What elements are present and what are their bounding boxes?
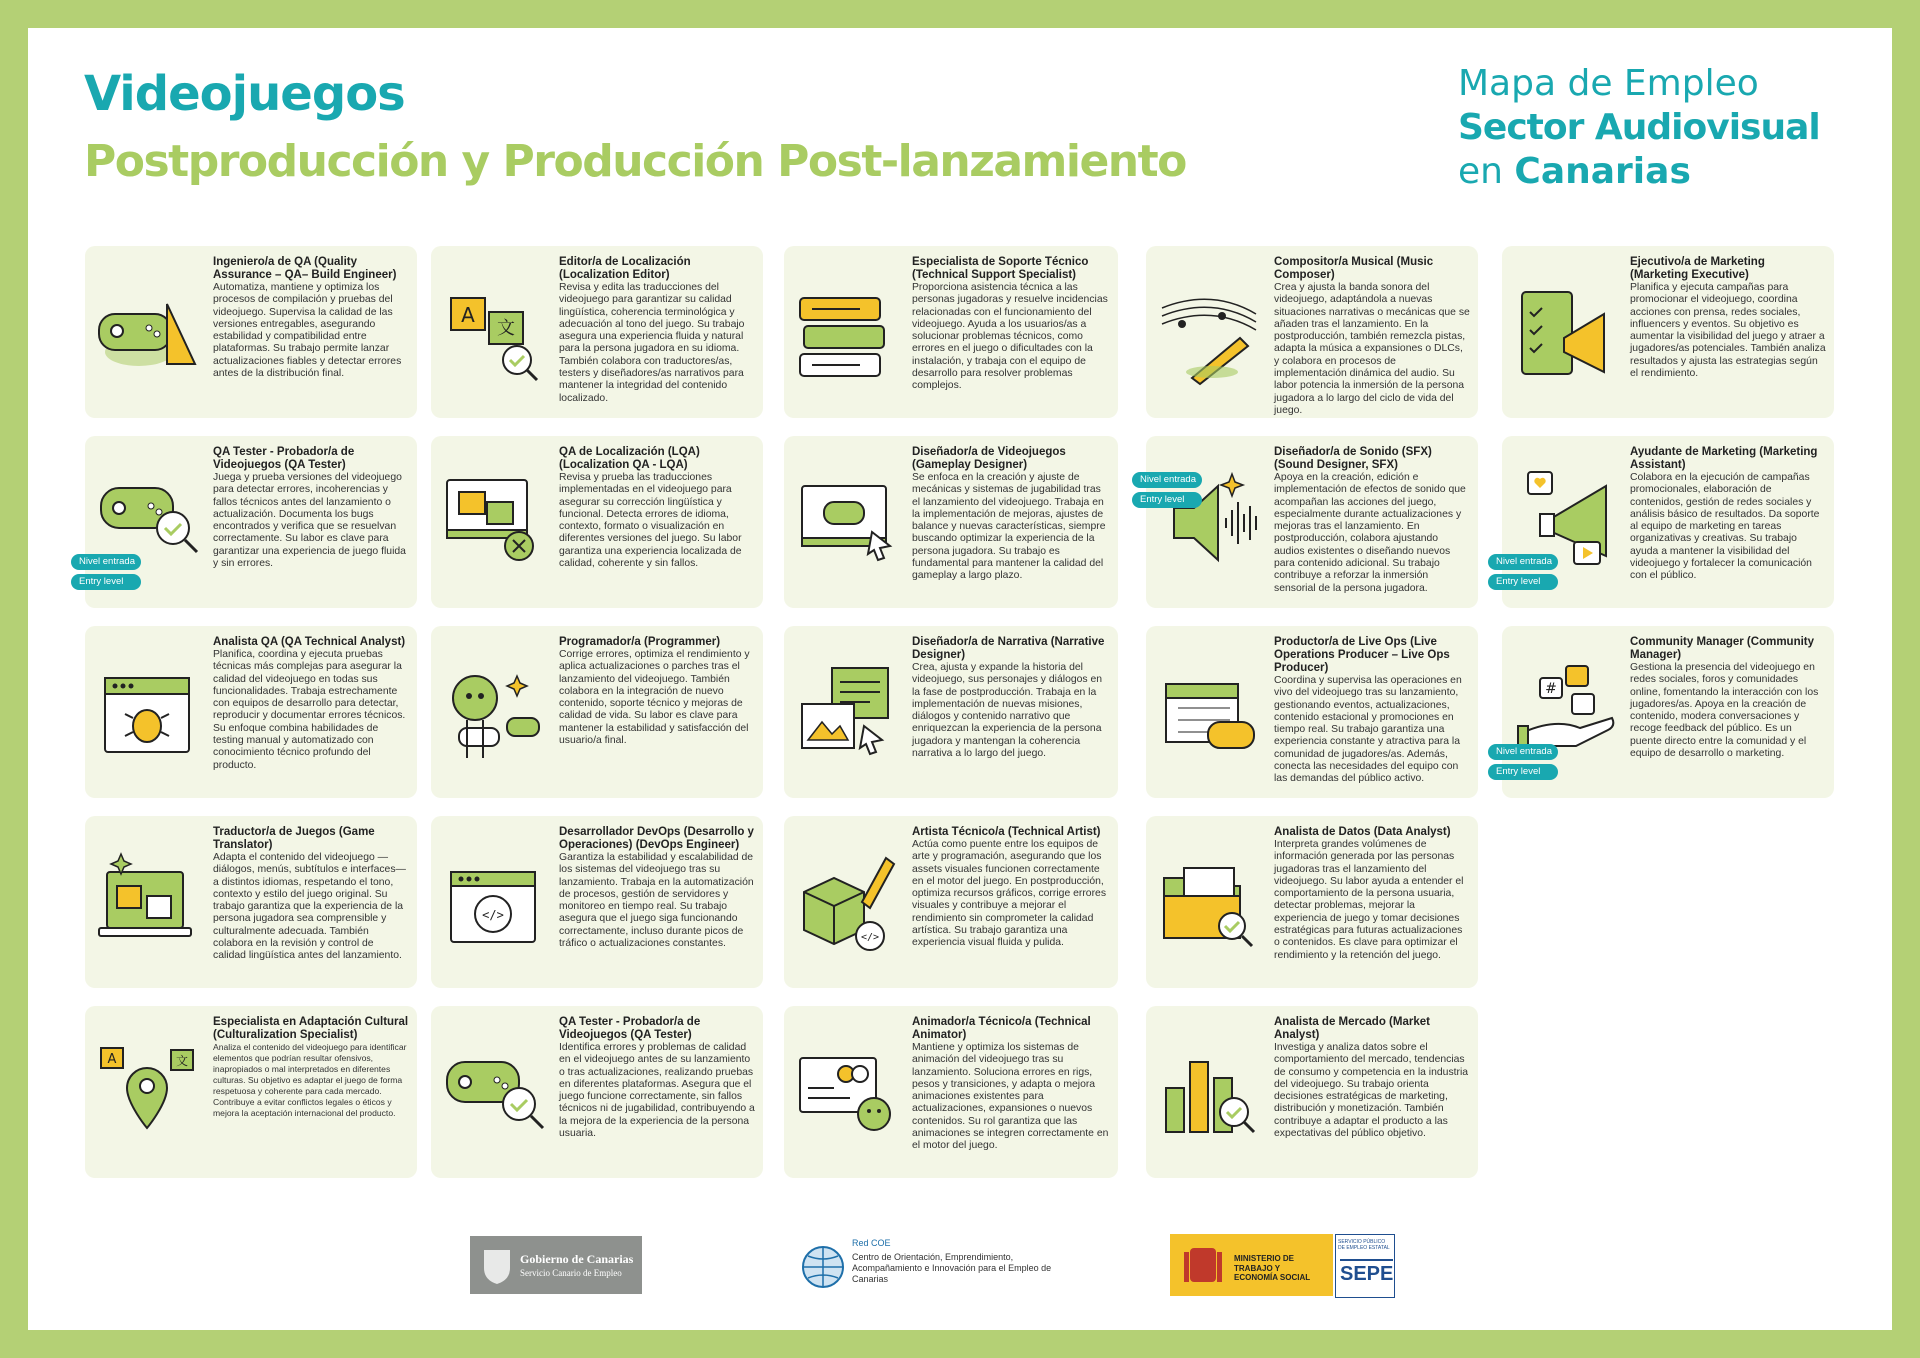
map-pin-translate-icon bbox=[91, 1028, 203, 1148]
card-description: Investiga y analiza datos sobre el comportamiento del mercado, tendencias de consumo y competencia en la industria del videojuego. Su trabajo orienta decisiones estratégicas de marketing, distribución y monetización. También contribuye a adaptar el producto a las expectativas del público objetivo. bbox=[1274, 1042, 1469, 1140]
card-text bbox=[912, 256, 1110, 393]
job-card-localization-qa bbox=[431, 436, 763, 608]
card-description: Coordina y supervisa las operaciones en vivo del videojuego tras su lanzamiento, gestionando eventos, actualizaciones, contenido estacional y promociones en tiempo real. Su trabajo garantiza una experiencia constante y atractiva para la comunidad de jugadores/as. Además, conecta las necesidades del equipo con las demandas del público activo. bbox=[1274, 675, 1462, 785]
card-text bbox=[213, 256, 409, 380]
card-title: Diseñador/a de Narrativa (Narrative Designer) bbox=[912, 636, 1105, 661]
red-coe-logo bbox=[790, 1238, 1050, 1298]
brand-line-3 bbox=[1458, 150, 1820, 194]
card-title: Community Manager (Community Manager) bbox=[1630, 636, 1815, 661]
card-text bbox=[213, 1016, 409, 1119]
card-description: Planifica, coordina y ejecuta pruebas técnicas más complejas para asegurar la calidad del videojuego en todas sus funcionalidades. Trabaja estrechamente con equipos de desarrollo para detectar, reproducir y documentar errores técnicos. Su enfoque combina habilidades de testing manual y automatizado con conocimiento técnico profundo del producto. bbox=[213, 649, 406, 771]
entry-level-badge-es: Nivel entrada bbox=[1488, 554, 1558, 570]
folder-magnifier-icon bbox=[1152, 838, 1264, 958]
card-description: Gestiona la presencia del videojuego en redes sociales, foros y comunidades online, fomentando la interacción con los jugadores/as. Apoya en la creación de contenido, modera conversaciones y recoge feedback del público. Es un puente directo entre la comunidad y el equipo de desarrollo o marketing. bbox=[1630, 662, 1819, 760]
card-text bbox=[213, 636, 409, 772]
checklist-megaphone-icon bbox=[1508, 268, 1620, 388]
gobierno-name: Gobierno de Canarias bbox=[520, 1252, 634, 1266]
card-text bbox=[1630, 636, 1826, 760]
sepe-wordmark: SEPE bbox=[1340, 1259, 1393, 1286]
card-title: Programador/a (Programmer) bbox=[559, 636, 721, 648]
svg-text:A: A bbox=[461, 303, 475, 327]
window-bug-icon bbox=[91, 648, 203, 768]
page-subtitle: Postproducción y Producción Post-lanzamiento bbox=[84, 136, 1186, 187]
card-description: Interpreta grandes volúmenes de información generada por las personas jugadoras tras el lanzamiento del videojuego. Su labor ayuda a entender el comportamiento de la persona usuaria, detectar problemas, mejorar la experiencia de juego y tomar decisiones estratégicas para futuras actualizaciones o contenidos. Es clave para optimizar el rendimiento y la retención del juego. bbox=[1274, 839, 1464, 961]
card-text bbox=[559, 446, 755, 570]
sepe-logo bbox=[1335, 1234, 1395, 1298]
gobierno-canarias-logo bbox=[470, 1236, 642, 1294]
job-card-technical-animator bbox=[784, 1006, 1118, 1178]
spain-coat-of-arms-icon bbox=[1180, 1242, 1226, 1288]
job-card-technical-support bbox=[784, 246, 1118, 418]
monitor-translate-icon bbox=[437, 458, 549, 578]
brand-line-3-bold: Canarias bbox=[1514, 151, 1691, 192]
bar-chart-magnifier-icon bbox=[1152, 1028, 1264, 1148]
card-description: Garantiza la estabilidad y escalabilidad de los sistemas del videojuego tras su lanzamiento. Trabaja en la automatización de procesos, gestión de servidores y monitoreo en tiempo real. Su trabajo asegura que el juego siga funcionando correctamente, incluso durante picos de tráfico o actualizaciones constantes. bbox=[559, 852, 754, 950]
card-text bbox=[1630, 446, 1826, 583]
svg-text:A: A bbox=[107, 1052, 117, 1067]
card-title: QA de Localización (LQA) (Localization QA - LQA) bbox=[559, 446, 700, 471]
job-card-culturalization-specialist bbox=[85, 1006, 417, 1178]
card-description: Colabora en la ejecución de campañas promocionales, elaboración de contenidos, gestión de redes sociales y análisis básico de resultados. Da soporte al equipo de marketing en tareas organizativas y creativas. Su trabajo ayuda a mantener la visibilidad del videojuego y fortalecer la comunicación con el público. bbox=[1630, 472, 1820, 582]
translate-magnifier-icon bbox=[437, 268, 549, 388]
card-description: Adapta el contenido del videojuego —diálogos, menús, subtítulos e interfaces— a distintos idiomas, respetando el tono, contexto y estilo del juego original. Su trabajo garantiza que la experiencia de la persona jugadora sea comprensible y culturalmente adecuada. También colabora en la revisión y control de calidad lingüística antes del lanzamiento. bbox=[213, 852, 406, 962]
gamepad-magnifier-icon bbox=[437, 1028, 549, 1148]
music-staff-pencil-icon bbox=[1152, 268, 1264, 388]
laptop-translate-icon bbox=[91, 838, 203, 958]
card-title: Editor/a de Localización (Localization Editor) bbox=[559, 256, 691, 281]
coe-label: Red COE bbox=[852, 1238, 891, 1248]
job-card-data-analyst bbox=[1146, 816, 1478, 988]
page-title: Videojuegos bbox=[84, 66, 405, 122]
card-text bbox=[213, 446, 409, 570]
card-title: QA Tester - Probador/a de Videojuegos (QA Tester) bbox=[213, 446, 355, 471]
card-description: Revisa y edita las traducciones del videojuego para garantizar su calidad lingüística, coherencia terminológica y adecuación al tono del juego. Su trabajo asegura una experiencia fluida y natural para la persona jugadora en su idioma. También colabora con traductores/as, testers y diseñadores/as narrativos para mantener la integridad del contenido localizado. bbox=[559, 282, 745, 404]
card-text bbox=[912, 636, 1110, 760]
job-card-programmer bbox=[431, 626, 763, 798]
cube-brush-code-icon bbox=[790, 838, 902, 958]
card-description: Crea, ajusta y expande la historia del videojuego, sus personajes y diálogos en la fase de postproducción. Trabaja en la implementación de nuevas misiones, diálogos y contenido narrativo que enriquezcan la experiencia de la persona jugadora y mantengan la coherencia narrativa a lo largo del juego. bbox=[912, 662, 1103, 760]
svg-text:文: 文 bbox=[497, 318, 515, 339]
entry-level-badge-es: Nivel entrada bbox=[1132, 472, 1202, 488]
entry-level-badge-es: Nivel entrada bbox=[71, 554, 141, 570]
card-title: Diseñador/a de Sonido (SFX) (Sound Designer, SFX) bbox=[1274, 446, 1432, 471]
job-card-narrative-designer bbox=[784, 626, 1118, 798]
job-card-community-manager bbox=[1496, 626, 1834, 798]
job-card-devops-engineer bbox=[431, 816, 763, 988]
card-text bbox=[1274, 256, 1470, 417]
globe-icon bbox=[800, 1244, 846, 1290]
board-character-icon bbox=[790, 1028, 902, 1148]
card-title: QA Tester - Probador/a de Videojuegos (QA Tester) bbox=[559, 1016, 701, 1041]
card-description: Actúa como puente entre los equipos de arte y programación, asegurando que los assets visuales funcionen correctamente en el motor del juego. En postproducción, optimiza recursos gráficos, corrige errores visuales y contribuye a mejorar el rendimiento sin comprometer la calidad artística. Su trabajo garantiza una experiencia visual fluida y pulida. bbox=[912, 839, 1107, 949]
card-text bbox=[1274, 446, 1470, 595]
gobierno-subtitle: Servicio Canario de Empleo bbox=[520, 1268, 622, 1278]
card-text bbox=[559, 1016, 755, 1140]
card-title: Desarrollador DevOps (Desarrollo y Operaciones) (DevOps Engineer) bbox=[559, 826, 754, 851]
poster bbox=[28, 28, 1892, 1330]
coat-of-arms-icon bbox=[480, 1246, 514, 1286]
job-card-market-analyst bbox=[1146, 1006, 1478, 1178]
entry-level-badge-en: Entry level bbox=[1488, 764, 1558, 780]
document-image-cursor-icon bbox=[790, 648, 902, 768]
coe-text: Centro de Orientación, Emprendimiento, Acompañamiento e Innovación para el Empleo de Canarias bbox=[852, 1252, 1052, 1284]
character-gamepad-icon bbox=[437, 648, 549, 768]
card-description: Corrige errores, optimiza el rendimiento y aplica actualizaciones o parches tras el lanzamiento del videojuego. También colabora en la integración de nuevo contenido, soporte técnico y mejoras de calidad de vida. Su labor es clave para mantener la estabilidad y satisfacción del usuario/a final. bbox=[559, 649, 750, 747]
job-card-qa-tester bbox=[79, 436, 417, 608]
card-title: Animador/a Técnico/a (Technical Animator) bbox=[912, 1016, 1091, 1041]
gamepad-ruler-icon bbox=[91, 268, 203, 388]
card-title: Especialista de Soporte Técnico (Technical Support Specialist) bbox=[912, 256, 1089, 281]
card-text bbox=[1630, 256, 1826, 380]
card-title: Especialista en Adaptación Cultural (Culturalization Specialist) bbox=[213, 1016, 409, 1041]
card-title: Analista QA (QA Technical Analyst) bbox=[213, 636, 406, 648]
job-card-technical-artist bbox=[784, 816, 1118, 988]
card-text bbox=[213, 826, 409, 963]
job-card-gameplay-designer bbox=[784, 436, 1118, 608]
card-description: Analiza el contenido del videojuego para identificar elementos que podrían resultar ofensivos, inapropiados o mal interpretados en diferentes culturas. Su objetivo es adaptar el juego de forma respetuosa y coherente para cada mercado. Contribuye a evitar conflictos legales o éticos y mejora la aceptación internacional del producto. bbox=[213, 1042, 407, 1118]
entry-level-badge-en: Entry level bbox=[71, 574, 141, 590]
card-description: Automatiza, mantiene y optimiza los procesos de compilación y pruebas del videojuego. Supervisa la calidad de las versiones entregables, asegurando estabilidad y compatibilidad entre plataformas. Su trabajo permite lanzar actualizaciones fiables y detectar errores antes de la distribución final. bbox=[213, 282, 402, 380]
card-title: Traductor/a de Juegos (Game Translator) bbox=[213, 826, 375, 851]
job-card-qa-tester-2 bbox=[431, 1006, 763, 1178]
card-text bbox=[559, 636, 755, 747]
card-description: Revisa y prueba las traducciones implementadas en el videojuego para asegurar su corrección lingüística y funcional. Detecta errores de idioma, contexto, formato o visualización en diferentes versiones del juego. Su labor garantiza una experiencia localizada de calidad, coherente y sin fallos. bbox=[559, 472, 742, 570]
card-text bbox=[559, 256, 755, 405]
ministerio-name: MINISTERIO DE TRABAJO Y ECONOMÍA SOCIAL bbox=[1234, 1254, 1311, 1282]
ministerio-logo bbox=[1170, 1234, 1333, 1296]
card-title: Productor/a de Live Ops (Live Operations Producer – Live Ops Producer) bbox=[1274, 636, 1450, 674]
svg-text:#: # bbox=[1545, 681, 1557, 697]
brand-block bbox=[1458, 62, 1820, 194]
card-text bbox=[1274, 1016, 1470, 1140]
brand-line-1: Mapa de Empleo bbox=[1458, 63, 1759, 104]
entry-level-badge-es: Nivel entrada bbox=[1488, 744, 1558, 760]
card-text bbox=[559, 826, 755, 950]
card-description: Identifica errores y problemas de calidad en el videojuego antes de su lanzamiento o tras actualizaciones, realizando pruebas en diferentes plataformas. Asegura que el juego funcione correctamente, sin fallos técnicos ni de jugabilidad, contribuyendo a la mejora de la experiencia de la persona usuaria. bbox=[559, 1042, 755, 1140]
monitor-gamepad-cursor-icon bbox=[790, 458, 902, 578]
window-code-cycle-icon bbox=[437, 838, 549, 958]
card-title: Compositor/a Musical (Music Composer) bbox=[1274, 256, 1434, 281]
card-title: Ingeniero/a de QA (Quality Assurance – QA– Build Engineer) bbox=[213, 256, 397, 281]
job-card-qa-technical-analyst bbox=[85, 626, 417, 798]
card-title: Ayudante de Marketing (Marketing Assistant) bbox=[1630, 446, 1818, 471]
card-title: Artista Técnico/a (Technical Artist) bbox=[912, 826, 1101, 838]
card-text bbox=[912, 826, 1110, 950]
card-description: Mantiene y optimiza los sistemas de animación del videojuego tras su lanzamiento. Soluciona errores en rigs, pesos y transiciones, y adapta o mejora animaciones existentes para actualizaciones, expansiones o nuevos contenidos. Su rol garantiza que las animaciones se integren correctamente en el motor del juego. bbox=[912, 1042, 1109, 1152]
entry-level-badge-en: Entry level bbox=[1488, 574, 1558, 590]
job-card-localization-editor bbox=[431, 246, 763, 418]
card-description: Crea y ajusta la banda sonora del videojuego, adaptándola a nuevas situaciones narrativas o mecánicas que se añaden tras el lanzamiento. En la postproducción, también remezcla pistas, adapta la música a expansiones o DLCs, y colabora en procesos de implementación dinámica del audio. Su labor potencia la inmersión de la persona jugadora a lo largo del ciclo de vida del juego. bbox=[1274, 282, 1470, 416]
job-card-marketing-assistant bbox=[1496, 436, 1834, 608]
sepe-subtitle: SERVICIO PÚBLICO DE EMPLEO ESTATAL bbox=[1338, 1239, 1390, 1251]
brand-line-2: Sector Audiovisual bbox=[1458, 107, 1820, 148]
card-title: Diseñador/a de Videojuegos (Gameplay Designer) bbox=[912, 446, 1066, 471]
card-title: Ejecutivo/a de Marketing (Marketing Executive) bbox=[1630, 256, 1765, 281]
card-description: Se enfoca en la creación y ajuste de mecánicas y sistemas de jugabilidad tras el lanzamiento del videojuego. Trabaja en la implementación de mejoras, ajustes de balance y nuevas características, siempre buscando optimizar la experiencia de la persona jugadora. Su trabajo es fundamental para mantener la calidad del gameplay a largo plazo. bbox=[912, 472, 1106, 582]
job-card-music-composer bbox=[1146, 246, 1478, 418]
brand-line-3-prefix: en bbox=[1458, 151, 1515, 192]
card-text bbox=[1274, 826, 1470, 962]
card-text bbox=[912, 446, 1110, 583]
card-title: Analista de Mercado (Market Analyst) bbox=[1274, 1016, 1430, 1041]
calendar-gamepad-icon bbox=[1152, 648, 1264, 768]
chat-bubbles-icon bbox=[790, 268, 902, 388]
card-description: Apoya en la creación, edición e implementación de efectos de sonido que acompañan las acciones del juego, especialmente durante actualizaciones y mejoras tras el lanzamiento. En postproducción, colabora ajustando audios existentes o diseñando nuevos para contenido adicional. Su trabajo contribuye a reforzar la inmersión sensorial de la persona jugadora. bbox=[1274, 472, 1466, 594]
card-description: Planifica y ejecuta campañas para promocionar el videojuego, coordina acciones con prensa, redes sociales, influencers y eventos. Su objetivo es aumentar la visibilidad del juego y atraer a jugadores/as potenciales. También analiza resultados y ajusta las estrategias según el rendimiento. bbox=[1630, 282, 1826, 380]
job-card-game-translator bbox=[85, 816, 417, 988]
card-text bbox=[912, 1016, 1110, 1153]
card-title: Analista de Datos (Data Analyst) bbox=[1274, 826, 1451, 838]
svg-text:</>: </> bbox=[860, 932, 880, 943]
card-description: Juega y prueba versiones del videojuego para detectar errores, incoherencias y fallos técnicos antes del lanzamiento o actualización. Documenta los bugs encontrados y verifica que se resuelvan correctamente. Su labor es clave para garantizar una experiencia de juego fluida y sin errores. bbox=[213, 472, 406, 570]
job-card-sound-designer bbox=[1140, 436, 1478, 608]
svg-text:</>: </> bbox=[482, 908, 504, 922]
job-card-qa-build-engineer bbox=[85, 246, 417, 418]
job-card-marketing-executive bbox=[1502, 246, 1834, 418]
card-text bbox=[1274, 636, 1470, 786]
entry-level-badge-en: Entry level bbox=[1132, 492, 1202, 508]
svg-text:文: 文 bbox=[175, 1054, 189, 1068]
job-card-live-ops-producer bbox=[1146, 626, 1478, 798]
card-description: Proporciona asistencia técnica a las personas jugadoras y resuelve incidencias relacionadas con el funcionamiento del videojuego. Ayuda a los usuarios/as a solucionar problemas técnicos, como errores en el juego o dificultades con la instalación, y trabaja con el equipo de desarrollo para resolver problemas complejos. bbox=[912, 282, 1108, 392]
